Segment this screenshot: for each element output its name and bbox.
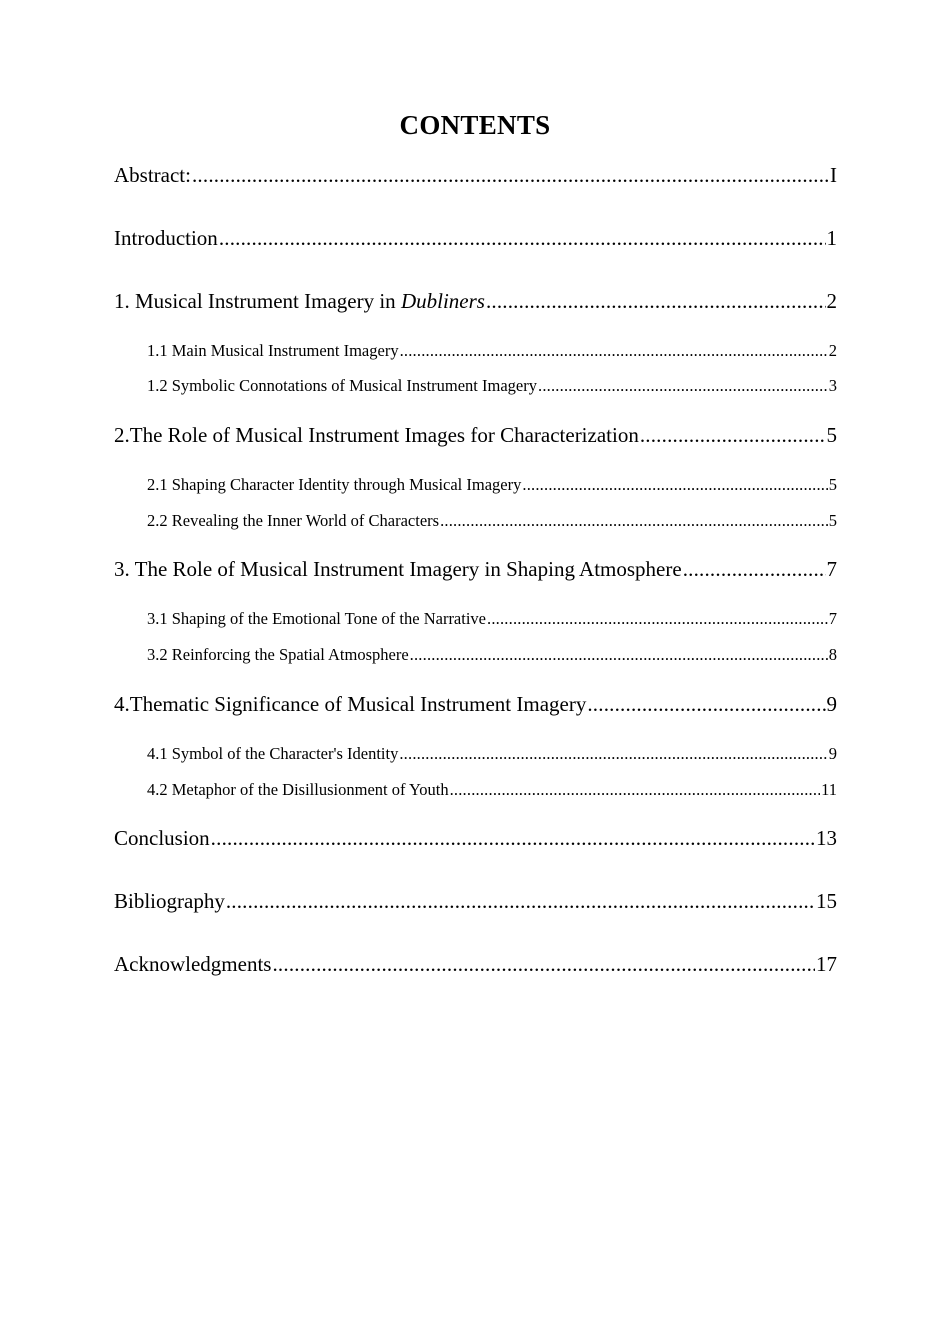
toc-entry-label: 4.2 Metaphor of the Disillusionment of Youth: [147, 780, 449, 799]
toc-page-number: 5: [828, 475, 837, 494]
toc-entry-label: 1.2 Symbolic Connotations of Musical Instrument Imagery: [147, 376, 537, 395]
toc-entry-section-3-2[interactable]: [147, 644, 837, 666]
toc-page-number: I: [830, 163, 837, 187]
dot-leader: [487, 608, 828, 630]
toc-entry-section-2-2[interactable]: [147, 510, 837, 532]
toc-page-number: 11: [821, 780, 837, 799]
toc-entry-label: [114, 287, 485, 315]
dot-leader: [211, 824, 815, 852]
toc-entry-label: 3. The Role of Musical Instrument Imagery in Shaping Atmosphere: [114, 557, 682, 581]
toc-entry-label: 3.2 Reinforcing the Spatial Atmosphere: [147, 645, 409, 664]
toc-entry-introduction[interactable]: [114, 224, 837, 252]
toc-page-number: 7: [826, 557, 837, 581]
dot-leader: [486, 287, 826, 315]
toc-entry-label: Abstract:: [114, 163, 191, 187]
toc-entry-label-text: 1. Musical Instrument Imagery in: [114, 289, 401, 313]
toc-page-number: 5: [828, 511, 837, 530]
dot-leader: [399, 743, 827, 765]
contents-title: CONTENTS: [399, 110, 551, 140]
toc-entry-chapter-1[interactable]: [114, 287, 837, 315]
dot-leader: [683, 555, 826, 583]
dot-leader: [450, 779, 821, 801]
toc-entry-section-1-2[interactable]: [147, 375, 837, 397]
toc-entry-label: 3.1 Shaping of the Emotional Tone of the Narrative: [147, 609, 486, 628]
toc-entry-label: 2.The Role of Musical Instrument Images for Characterization: [114, 423, 639, 447]
dot-leader: [587, 690, 825, 718]
toc-entry-label: Bibliography: [114, 889, 225, 913]
dot-leader: [440, 510, 828, 532]
toc-page-number: 8: [828, 645, 837, 664]
toc-entry-label: 2.1 Shaping Character Identity through Musical Imagery: [147, 475, 522, 494]
toc-entry-label: Introduction: [114, 226, 218, 250]
toc-entry-conclusion[interactable]: [114, 824, 837, 852]
toc-entry-bibliography[interactable]: [114, 887, 837, 915]
toc-page-number: 13: [816, 826, 837, 850]
toc-entry-section-4-1[interactable]: [147, 743, 837, 765]
toc-page-number: 9: [826, 692, 837, 716]
dot-leader: [410, 644, 828, 666]
toc-entry-label: Conclusion: [114, 826, 210, 850]
dot-leader: [400, 340, 828, 362]
toc-page-number: 2: [828, 341, 837, 360]
toc-entry-chapter-2[interactable]: [114, 421, 837, 449]
toc-page-number: 15: [816, 889, 837, 913]
dot-leader: [272, 950, 815, 978]
toc-entry-section-1-1[interactable]: [147, 340, 837, 362]
toc-page-number: 17: [816, 952, 837, 976]
dot-leader: [226, 887, 815, 915]
toc-entry-abstract[interactable]: [114, 161, 837, 189]
toc-entry-label: Acknowledgments: [114, 952, 272, 976]
dot-leader: [219, 224, 826, 252]
dot-leader: [538, 375, 828, 397]
toc-page-number: 7: [828, 609, 837, 628]
toc-page-number: 9: [828, 744, 837, 763]
toc-page-number: 3: [828, 376, 837, 395]
toc-entry-label: 1.1 Main Musical Instrument Imagery: [147, 341, 399, 360]
toc-entry-acknowledgments[interactable]: [114, 950, 837, 978]
toc-entry-section-4-2[interactable]: [147, 779, 837, 801]
toc-page-number: 2: [826, 289, 837, 313]
toc-entry-label: 4.1 Symbol of the Character's Identity: [147, 744, 399, 763]
toc-entry-section-3-1[interactable]: [147, 608, 837, 630]
toc-entry-label: 4.Thematic Significance of Musical Instrument Imagery: [114, 692, 587, 716]
dot-leader: [640, 421, 826, 449]
toc-page-number: 5: [826, 423, 837, 447]
toc-entry-chapter-4[interactable]: [114, 690, 837, 718]
toc-entry-section-2-1[interactable]: [147, 474, 837, 496]
toc-entry-label: 2.2 Revealing the Inner World of Characters: [147, 511, 440, 530]
toc-entry-chapter-3[interactable]: [114, 555, 837, 583]
dot-leader: [522, 474, 827, 496]
book-title-italic: Dubliners: [400, 289, 485, 313]
dot-leader: [192, 161, 829, 189]
toc-page-number: 1: [826, 226, 837, 250]
